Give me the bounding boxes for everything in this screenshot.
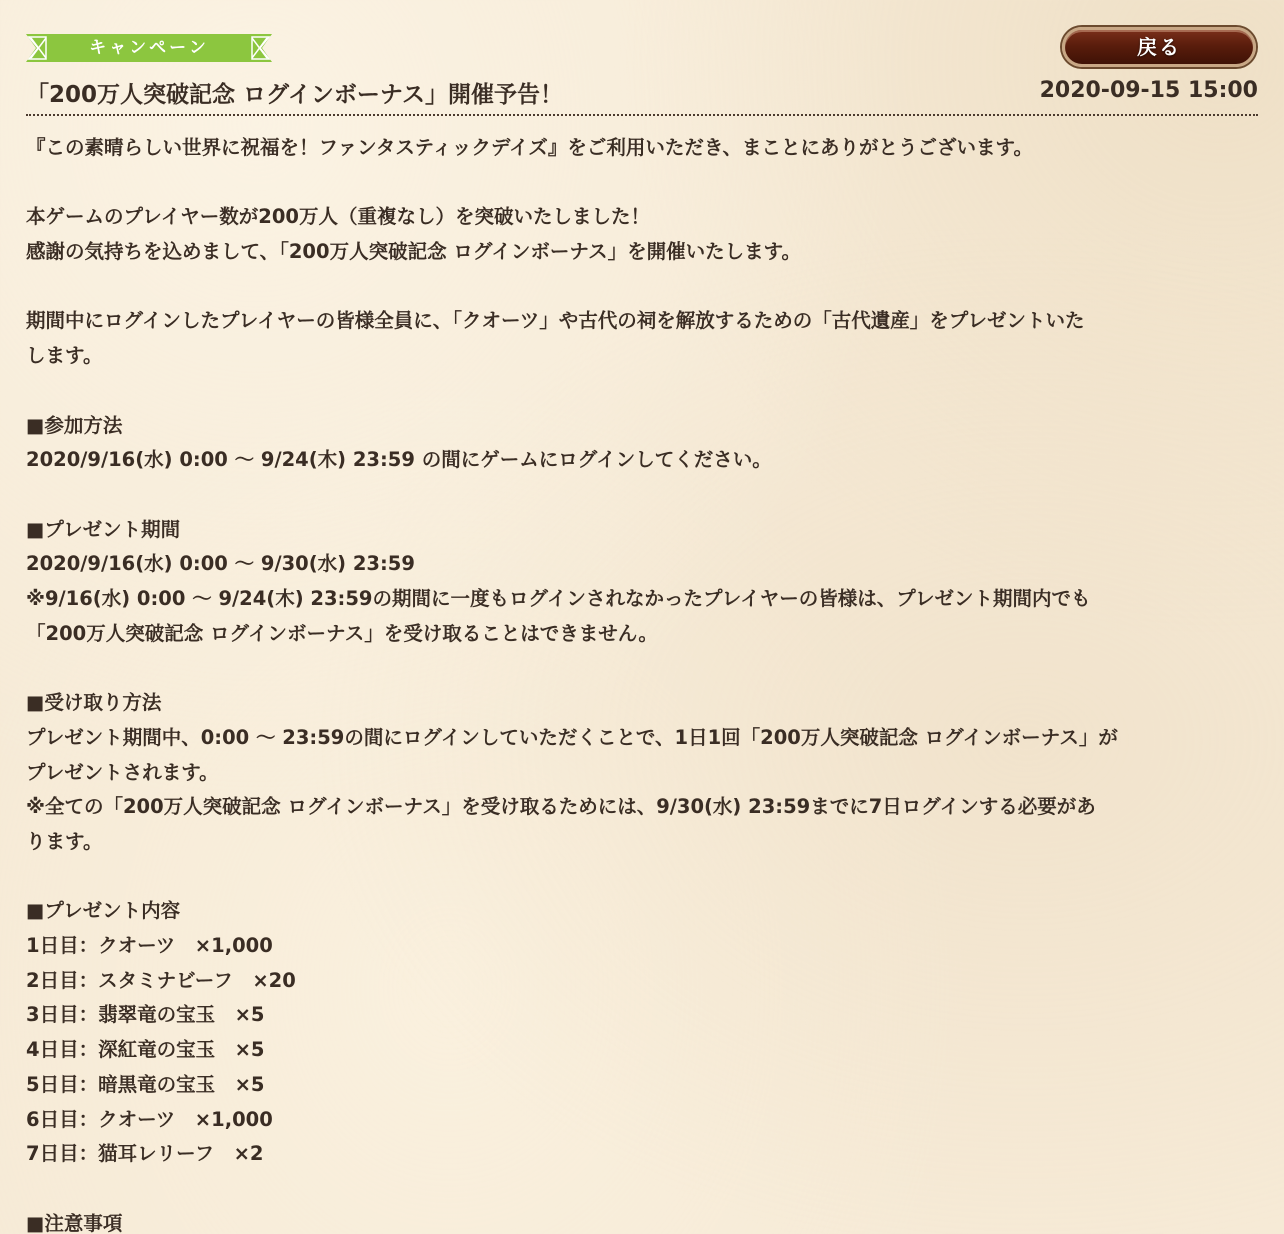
section-heading-receive: ■受け取り方法 xyxy=(26,691,162,715)
category-tag xyxy=(26,34,272,62)
list-item: 6日目：クオーツ ×1,000 xyxy=(26,1107,273,1131)
list-item: 4日目：深紅竜の宝玉 ×5 xyxy=(26,1038,265,1062)
notice-date: 2020-09-15 15:00 xyxy=(1039,78,1258,103)
list-item: 7日目：猫耳レリーフ ×2 xyxy=(26,1142,264,1166)
paragraph-line: ※9/16(水) 0:00 〜 9/24(木) 23:59の期間に一度もログインされなかったプレイヤーの皆様は、プレゼント期間内でも xyxy=(26,587,1091,611)
paragraph-line: します。 xyxy=(26,344,103,368)
back-button[interactable] xyxy=(1062,27,1256,67)
paragraph-line: 本ゲームのプレイヤー数が200万人（重複なし）を突破いたしました！ xyxy=(26,205,650,229)
list-item: 2日目：スタミナビーフ ×20 xyxy=(26,968,296,992)
paragraph-line: ※全ての「200万人突破記念 ログインボーナス」を受け取るためには、9/30(水) 23:59までに7日ログインする必要があ xyxy=(26,795,1096,819)
paragraph-line: 期間中にログインしたプレイヤーの皆様全員に、「クオーツ」や古代の祠を解放するための「古代遺産」をプレゼントいた xyxy=(26,309,1085,333)
paragraph-line: プレゼント期間中、0:00 〜 23:59の間にログインしていただくことで、1日1回「200万人突破記念 ログインボーナス」が xyxy=(26,725,1118,749)
paragraph-line: 「200万人突破記念 ログインボーナス」を受け取ることはできません。 xyxy=(26,621,658,645)
section-heading-period: ■プレゼント期間 xyxy=(26,517,181,541)
section-heading-contents: ■プレゼント内容 xyxy=(26,899,181,923)
notice-page xyxy=(26,0,1258,1234)
paragraph-line: 2020/9/16(水) 0:00 〜 9/30(水) 23:59 xyxy=(26,552,415,576)
notice-header xyxy=(26,76,1258,116)
paragraph-line: 2020/9/16(水) 0:00 〜 9/24(木) 23:59 の間にゲームにログインしてください。 xyxy=(26,448,772,472)
list-item: 5日目：暗黒竜の宝玉 ×5 xyxy=(26,1072,265,1096)
section-heading-join: ■参加方法 xyxy=(26,413,123,437)
paragraph-line: プレゼントされます。 xyxy=(26,760,219,784)
notice-body xyxy=(26,131,1258,1234)
list-item: 1日目：クオーツ ×1,000 xyxy=(26,934,273,958)
category-tag-label: キャンペーン xyxy=(89,38,209,58)
notice-title: 「200万人突破記念 ログインボーナス」開催予告！ xyxy=(26,82,563,108)
intro-text: 『この素晴らしい世界に祝福を！ファンタスティックデイズ』をご利用いただき、まことにありがとうございます。 xyxy=(26,136,1033,159)
paragraph-line: 感謝の気持ちを込めまして、「200万人突破記念 ログインボーナス」を開催いたします。 xyxy=(26,240,802,264)
paragraph-line: ります。 xyxy=(26,829,103,853)
list-item: 3日目：翡翠竜の宝玉 ×5 xyxy=(26,1003,265,1027)
back-button-label: 戻る xyxy=(1137,35,1181,59)
section-heading-notes: ■注意事項 xyxy=(26,1211,123,1234)
